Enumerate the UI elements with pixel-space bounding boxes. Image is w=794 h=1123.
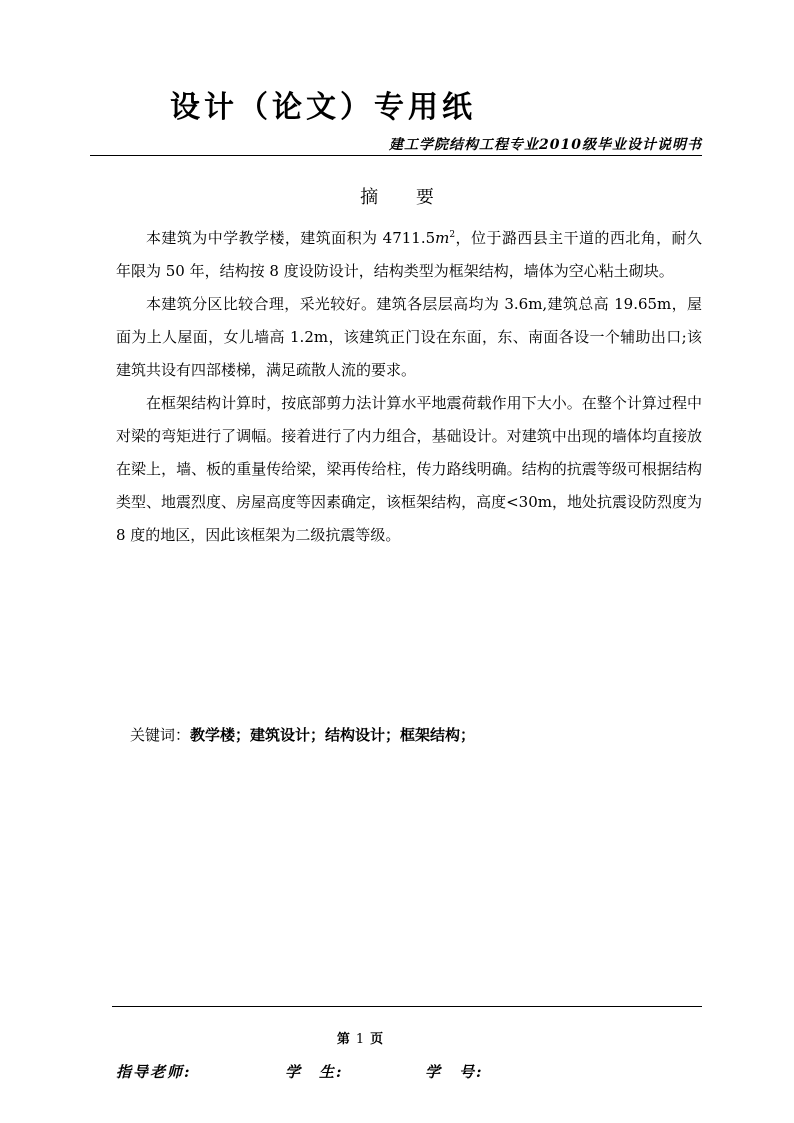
- area-unit-exponent: 2: [449, 230, 456, 240]
- header-title: 设计（论文）专用纸: [170, 90, 476, 125]
- footer-divider: [112, 1006, 702, 1007]
- page-prefix: 第: [336, 1032, 350, 1047]
- abstract-p1-before: 本建筑为中学教学楼，建筑面积为 4711.5: [146, 229, 436, 247]
- page-number-value: 1: [355, 1032, 365, 1047]
- advisor-label: 指导老师:: [116, 1063, 192, 1081]
- abstract-p1-after: ，位于潞西县主干道的西北角，耐久年限为 50 年，结构按 8 度设防设计，结构类型为框架结构，墙体为空心粘土砌块。: [116, 229, 702, 280]
- abstract-paragraph-3: 在框架结构计算时，按底部剪力法计算水平地震荷载作用下大小。在整个计算过程中对梁的弯矩进行了调幅。接着进行了内力组合，基础设计。对建筑中出现的墙体均直接放在梁上，墙、板的重量传给梁，梁再传给柱，传力路线明确。结构的抗震等级可根据结构类型、地震烈度、房屋高度等因素确定，该框架结构，高度<30m，地处抗震设防烈度为 8 度的地区，因此该框架为二级抗震等级。: [116, 394, 702, 544]
- abstract-body: [116, 222, 702, 552]
- keywords-values: 教学楼；建筑设计；结构设计；框架结构；: [190, 726, 476, 744]
- header-subtitle: 建工学院结构工程专业2010级毕业设计说明书: [389, 137, 702, 153]
- page-suffix: 页: [370, 1032, 384, 1047]
- area-unit: m: [435, 229, 450, 247]
- abstract-paragraph-2: 本建筑分区比较合理，采光较好。建筑各层层高均为 3.6m,建筑总高 19.65m，屋面为上人屋面，女儿墙高 1.2m，该建筑正门设在东面，东、南面各设一个辅助出口;该建筑共设有四部楼梯，满足疏散人流的要求。: [116, 295, 702, 379]
- student-label: 学 生:: [285, 1063, 344, 1081]
- header-divider: [90, 155, 702, 156]
- page-number: [0, 1028, 720, 1047]
- keywords-line: [130, 724, 475, 745]
- abstract-heading: 摘 要: [360, 187, 450, 208]
- student-id-label: 学 号:: [425, 1063, 484, 1081]
- keywords-label: 关键词：: [130, 726, 191, 744]
- abstract-paragraph-1: [116, 222, 702, 288]
